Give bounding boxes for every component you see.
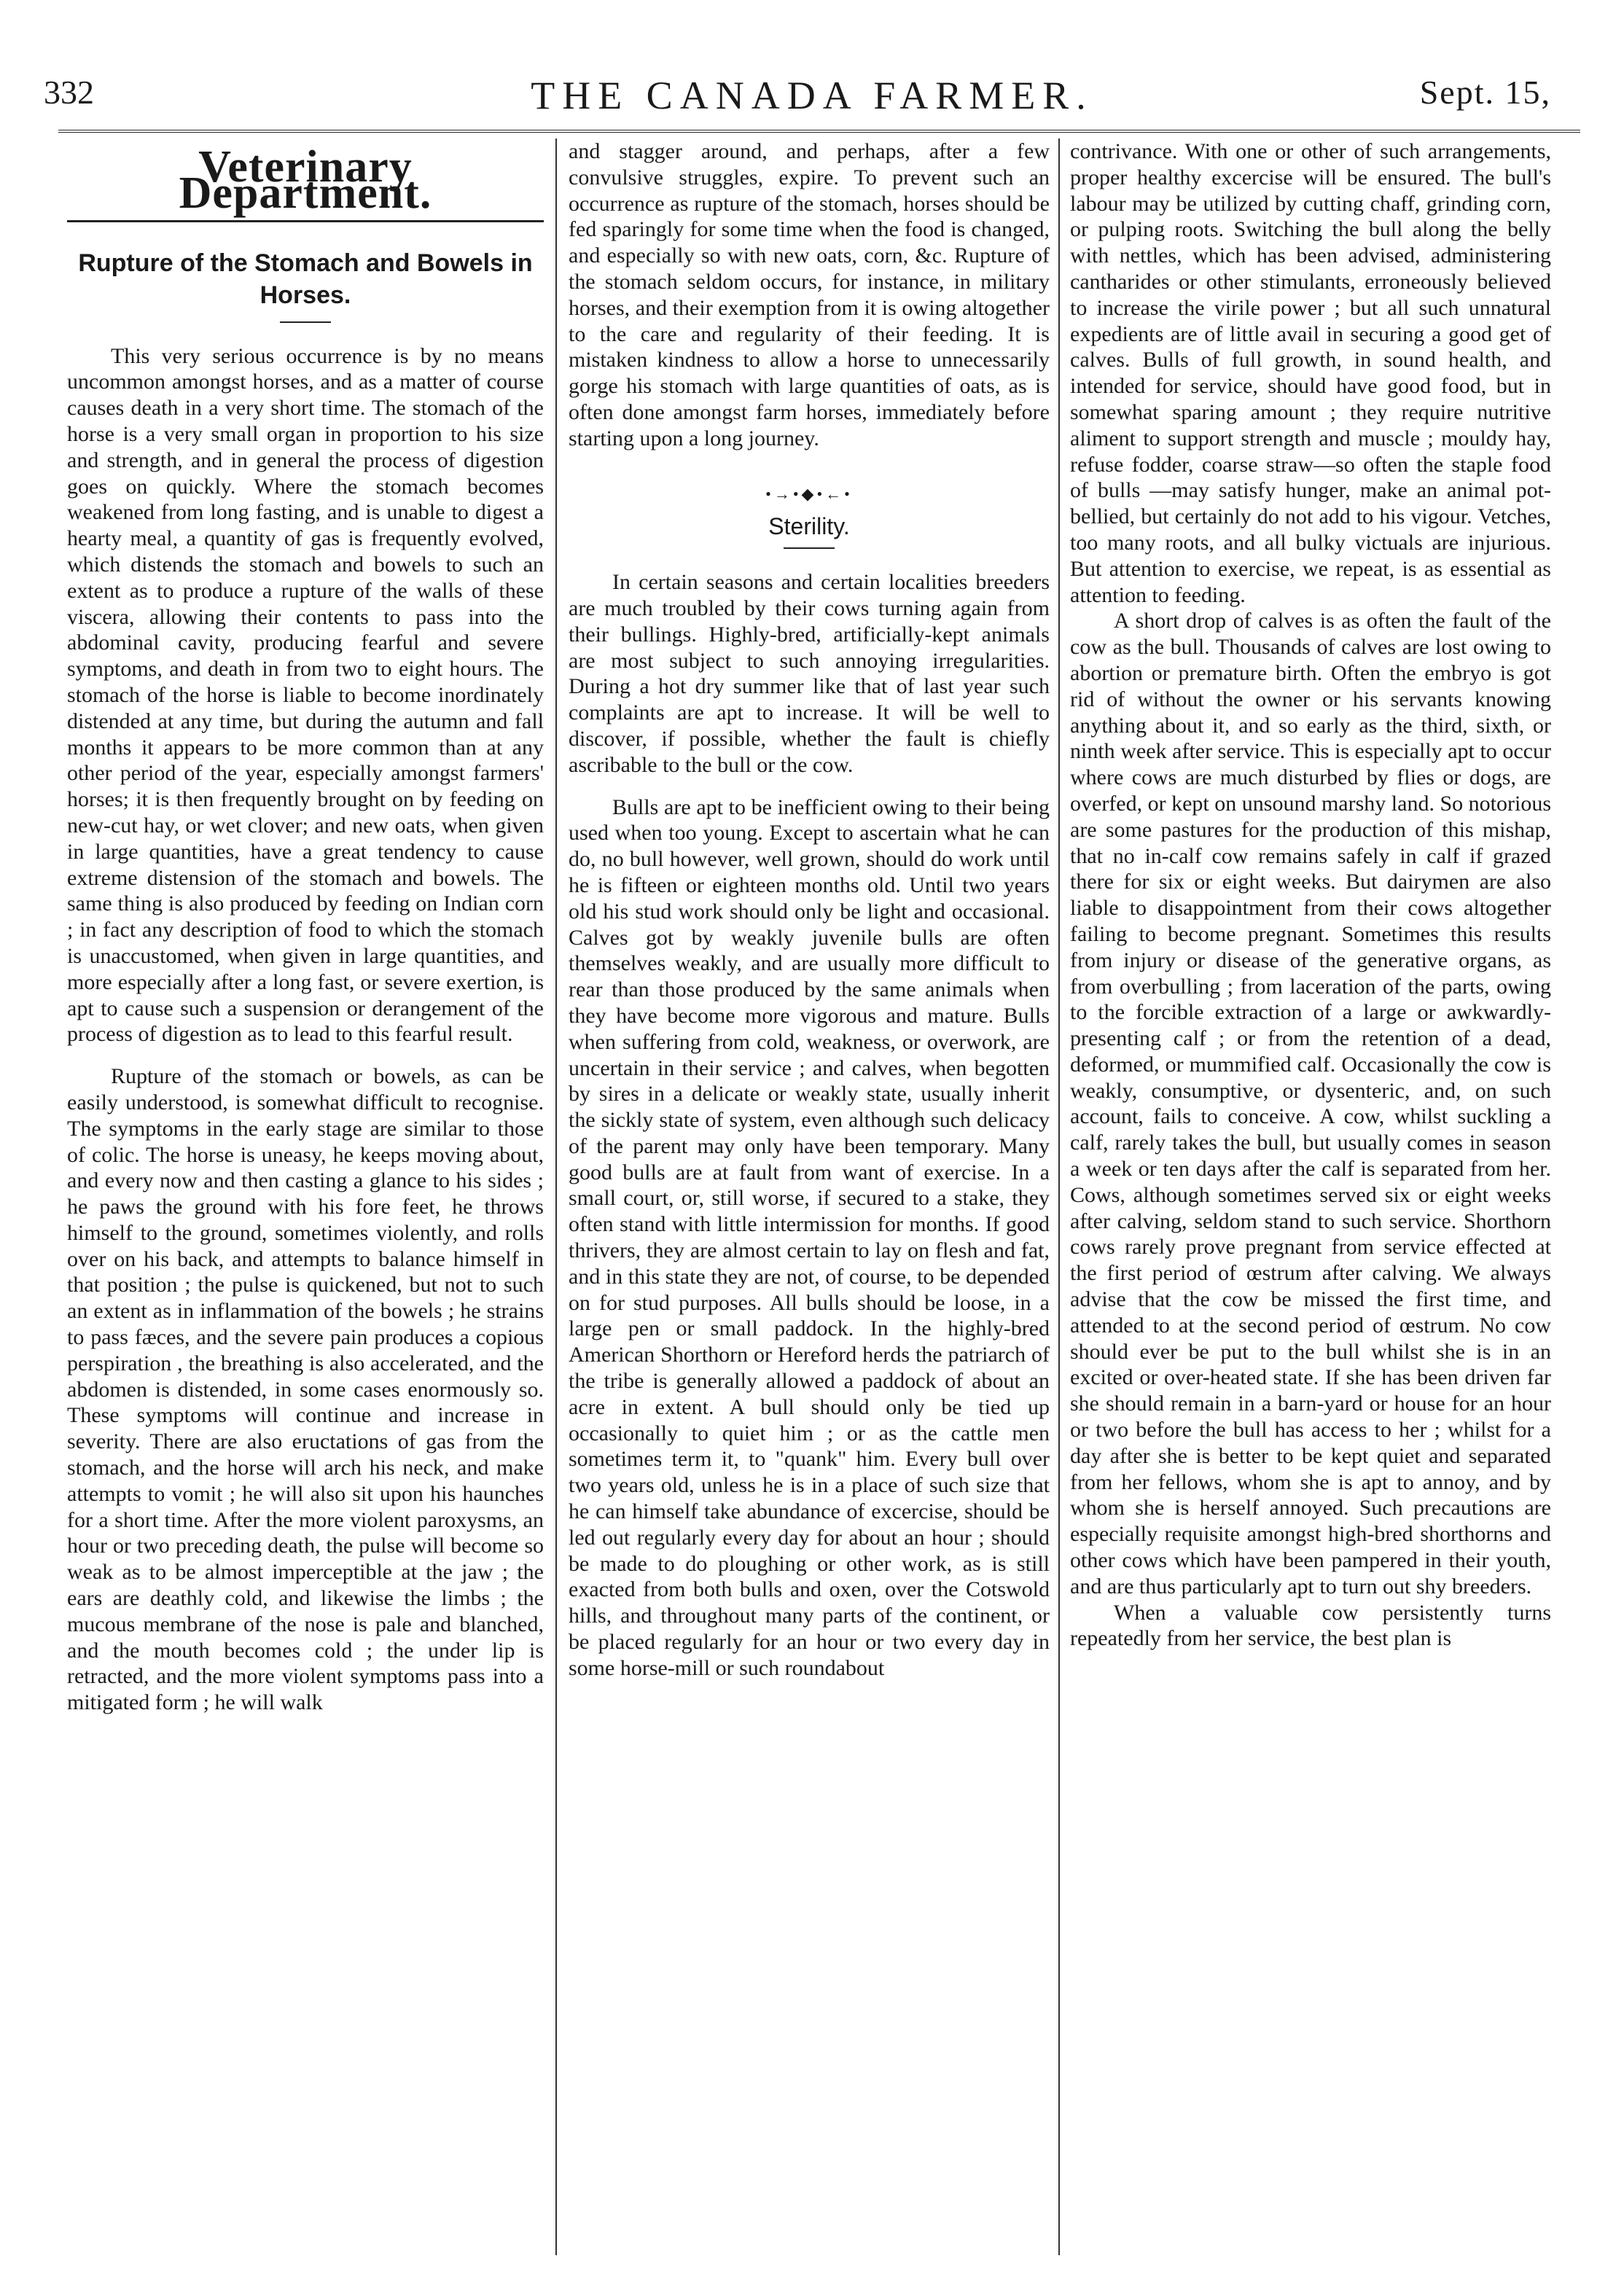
paragraph: When a valuable cow persistently turns repeatedly from her service, the best plan is	[1070, 1600, 1551, 1651]
column-divider	[1058, 138, 1060, 2255]
article-title-rupture: Rupture of the Stomach and Bowels in Horses.	[78, 249, 533, 309]
department-rule	[67, 220, 544, 222]
journal-title: THE CANADA FARMER.	[531, 74, 1093, 117]
paragraph: This very serious occurrence is by no means uncommon amongst horses, and as a matter of course causes death in a very short time. The stomach of the horse is a very small organ in proportion to his size and strength, and in general the process of digestion goes on quickly. Where the stomach becomes weakened from long fasting, and is unable to digest a hearty meal, a quantity of gas is frequently evolved, which distends the stomach and bowels to such an extent as to produce a rupture of the walls of these viscera, allowing their contents to pass into the abdominal cavity, producing fearful and severe symptoms, and death in from two to eight hours. The stomach of the horse is liable to become inordinately distended at any time, but during the autumn and fall months it appears to be more common than at any other period of the year, especially amongst farmers' horses; it is then frequently brought on by feeding on new-cut hay, or wet clover; and new oats, when given in large quantities, have a great tendency to cause extreme distension of the stomach and bowels. The same thing is also produced by feeding on Indian corn ; in fact any description of food to which the stomach is unaccustomed, when given in large quantities, and more especially after a long fast, or severe exertion, is apt to cause such a suspension or derangement of the process of digestion as to lead to this fearful result.	[67, 343, 544, 1047]
paragraph-continuation: and stagger around, and perhaps, after a few convulsive struggles, expire. To prevent such an occurrence as rupture of the stomach, horses should be fed sparingly for some time when the food is changed, and especially so with new oats, corn, &c. Rupture of the stomach seldom occurs, for instance, in military horses, and their exemption from it is owing altogether to the care and regularity of their feeding. It is mistaken kindness to allow a horse to unnecessarily gorge his stomach with large quantities of oats, as is often done amongst farm horses, immediately before starting upon a long journey.	[569, 139, 1050, 450]
page-header	[44, 73, 1580, 131]
page-number: 332	[44, 74, 94, 111]
paragraph: Bulls are apt to be inefficient owing to their being used when too young. Except to ascertain what he can do, no bull however, well grown, should do work until he is fifteen or eighteen months old. Until two years old his stud work should only be light and occasional. Calves got by weakly juvenile bulls are often themselves weakly, and are usually more difficult to rear than those produced by the same animals when they have become more vigorous and mature. Bulls when suffering from cold, weakness, or overwork, are uncertain in their service ; and calves, when begotten by sires in a delicate or weakly state, usually inherit the sickly state of system, even although such delicacy of the parent may only have been temporary. Many good bulls are at fault from want of exercise. In a small court, or, still worse, if secured to a stake, they often stand with little intermission for months. If good thrivers, they are almost certain to lay on flesh and fat, and in this state they are not, of course, to be depended on for stud purposes. All bulls should be loose, in a large pen or small paddock. In the highly-bred American Shorthorn or Hereford herds the patriarch of the tribe is generally allowed a paddock of about an acre in extent. A bull should only be tied up occasionally to quiet him ; or as the cattle men sometimes term it, to "quank" him. Every bull over two years old, unless he is in a place of such size that he can himself take abundance of excercise, should be led out regularly every day for about an hour ; should be made to do ploughing or other work, as is still exacted from both bulls and oxen, over the Cotswold hills, and throughout many parts of the continent, or be placed regularly for an hour or two every day in some horse-mill or such roundabout	[569, 794, 1050, 1680]
title-rule	[784, 547, 835, 549]
column-1	[67, 138, 544, 2255]
article-title-sterility: Sterility.	[768, 513, 850, 540]
title-rule	[280, 321, 331, 323]
column-3	[1070, 138, 1551, 2255]
column-2	[569, 138, 1050, 2255]
section-ornament: •→•◆•←•	[765, 484, 853, 503]
column-divider	[555, 138, 557, 2255]
header-rule	[58, 130, 1580, 133]
issue-date: Sept. 15,	[1419, 74, 1551, 111]
paragraph-continuation: contrivance. With one or other of such arrangements, proper healthy excercise will be ensured. The bull's labour may be utilized by cutting chaff, grinding corn, or pulping roots. Switching the bull along the belly with nettles, which has been advised, administering cantharides or other stimulants, erroneously believed to increase the virile power ; but all such unnatural expedients are of little avail in securing a good get of calves. Bulls of full growth, in sound health, and intended for service, should have good food, but in somewhat sparing amount ; they require nutritive aliment to support strength and muscle ; mouldy hay, refuse fodder, coarse straw—so often the staple food of bulls —may satisfy hunger, make an animal pot-bellied, but certainly do not add to his vigour. Vetches, too many roots, and all bulky victuals are injurious. But attention to exercise, we repeat, is as essential as attention to feeding.	[1070, 139, 1551, 607]
paragraph: In certain seasons and certain localities breeders are much troubled by their cows turning again from their bullings. Highly-bred, artificially-kept animals are most subject to such annoying irregularities. During a hot dry summer like that of last year such complaints are apt to increase. It will be well to discover, if possible, whether the fault is chiefly ascribable to the bull or the cow.	[569, 570, 1050, 777]
paragraph: Rupture of the stomach or bowels, as can be easily understood, is somewhat difficult to recognise. The symptoms in the early stage are similar to those of colic. The horse is uneasy, he keeps moving about, and every now and then casting a glance to his sides ; he paws the ground with his fore feet, he throws himself to the ground, sometimes violently, and rolls over on his back, and attempts to balance himself in that position ; the pulse is quickened, but not to such an extent as in inflammation of the bowels ; he strains to pass fæces, and the severe pain produces a copious perspiration , the breathing is also accelerated, and the abdomen is distended, in some cases enormously so. These symptoms will continue and increase in severity. There are also eructations of gas from the stomach, and the horse will arch his neck, and make attempts to vomit ; he will also sit upon his haunches for a short time. After the more violent paroxysms, an hour or two preceding death, the pulse will become so weak as to be almost imperceptible at the jaw ; the ears are deathly cold, and likewise the limbs ; the mucous membrane of the nose is pale and blanched, and the mouth becomes cold ; the under lip is retracted, and the more violent symptoms pass into a mitigated form ; he will walk	[67, 1064, 544, 1715]
paragraph: A short drop of calves is as often the fault of the cow as the bull. Thousands of calves are lost owing to abortion or premature birth. Often the embryo is got rid of without the owner or his servants knowing anything about it, and so early as the third, sixth, or ninth week after service. This is especially apt to occur where cows are much disturbed by flies or dogs, are overfed, or kept on unsound marshy land. So notorious are some pastures for the production of this mishap, that no in-calf cow remains safely in calf if grazed there for six or eight weeks. But dairymen are also liable to disappointment from their cows altogether failing to become pregnant. Sometimes this results from injury or disease of the generative organs, as from overbulling ; from laceration of the parts, owing to the forcible extraction of a large or awkwardly-presenting calf ; or from the retention of a dead, deformed, or mummified calf. Occasionally the cow is weakly, consumptive, or dysenteric, and, on such account, fails to conceive. A cow, whilst suckling a calf, rarely takes the bull, but usually comes in season a week or ten days after the calf is separated from her. Cows, although sometimes served six or eight weeks after calving, seldom stand to such service. Shorthorn cows rarely prove pregnant from service effected at the first period of œstrum after calving. We always advise that the cow be missed the first time, and attended to at the second period of œstrum. No cow should ever be put to the bull whilst she is in an excited or over-heated state. If she has been driven far she should remain in a barn-yard or house for an hour or two before the bull has access to her ; whilst for a day after she is better to be kept quiet and separated from her fellows, whom she is apt to annoy, and by whom she is herself annoyed. Such precautions are especially requisite amongst high-bred shorthorns and other cows which have been pampered in their youth, and are thus particularly apt to turn out shy breeders.	[1070, 609, 1551, 1598]
department-title: Veterinary Department.	[179, 142, 432, 218]
